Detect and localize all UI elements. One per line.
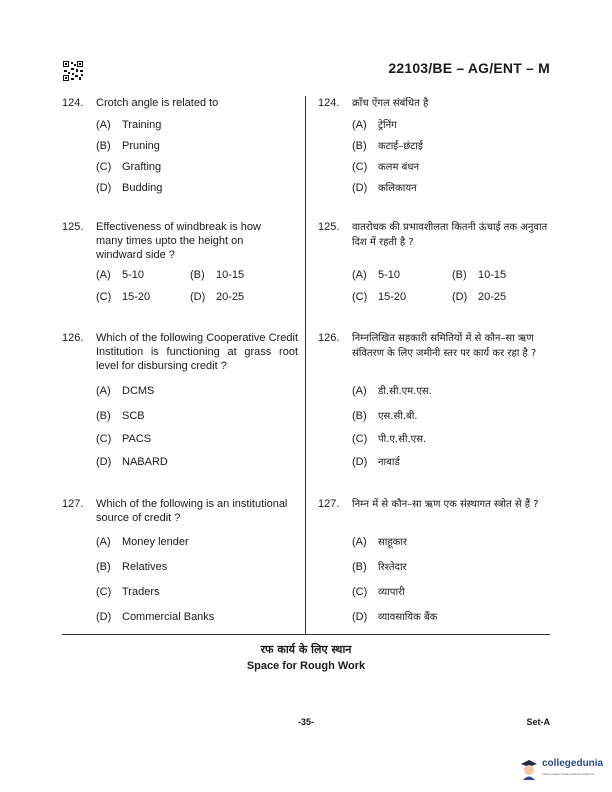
question-124-hi [318,96,554,111]
option-c: (C) PACS [96,433,152,445]
option-a: (A) Training [96,119,162,131]
option-d: (D) नाबार्ड [352,456,400,468]
option-c: (C) पी.ए.सी.एस. [352,433,427,445]
question-number: 126. [318,332,340,344]
option-d: (D) कलिकायन [352,182,417,194]
horizontal-rule [62,634,550,635]
option-d: (D) व्यावसायिक बैंक [352,611,438,623]
question-127-hi [318,497,554,512]
collegedunia-logo [520,756,612,786]
page-number: -35- [297,717,314,727]
option-a: (A) DCMS [96,385,155,397]
question-number: 125. [318,221,340,233]
question-125-en [62,220,298,262]
rough-work-title: Space for Rough Work [246,660,366,672]
option-b: (B) Pruning [96,140,160,152]
question-124-en [62,96,298,110]
question-127-en [62,497,298,525]
option-b: (B) Relatives [96,561,168,573]
question-text: Effectiveness of windbreak is how many times upto the height on windward side ? [96,221,261,261]
qr-code-icon [62,60,84,82]
question-text: निम्न में से कौन–सा ऋण एक संस्थागत स्त्रोत से हैं ? [352,499,539,510]
option-a: (A) ट्रेनिंग [352,119,397,131]
option-d: (D) Commercial Banks [96,611,215,623]
option-d: (D) Budding [96,182,163,194]
option-b: (B) रिश्तेदार [352,561,407,573]
logo-tagline: India's largest Student Review Platform [542,772,595,776]
option-a: (A) Money lender [96,536,189,548]
question-number: 127. [318,498,340,510]
question-text: Which of the following is an institutional source of credit ? [96,498,288,524]
question-125-hi [318,220,554,250]
option-a: (A) 5-10 [96,269,145,281]
question-number: 125. [62,221,84,233]
question-number: 127. [62,498,84,510]
option-d: (D) NABARD [96,456,168,468]
question-number: 126. [62,332,84,344]
option-a: (A) साहूकार [352,536,408,548]
question-number: 124. [318,97,340,109]
option-c: (C) Traders [96,586,160,598]
option-a: (A) 5-10 [352,269,401,281]
option-c: (C) Grafting [96,161,162,173]
option-b: (B) 10-15 [190,269,245,281]
logo-wordmark: collegedunia [542,758,604,769]
question-text: Which of the following Cooperative Credit Institution is functioning at grass root level for disbursing credit ? [96,332,298,372]
question-126-hi [318,331,554,361]
question-126-en [62,331,298,373]
option-b: (B) SCB [96,410,145,422]
paper-code: 22103/BE – AG/ENT – M [388,60,550,76]
option-b: (B) एस.सी.बी. [352,410,418,422]
option-c: (C) 15-20 [352,291,407,303]
rough-work-title-hindi: रफ कार्य के लिए स्थान [260,643,352,656]
option-a: (A) डी.सी.एम.एस. [352,385,432,397]
question-number: 124. [62,97,84,109]
option-d: (D) 20-25 [452,291,507,303]
option-c: (C) कलम बंधन [352,161,420,173]
set-label: Set-A [526,717,550,727]
option-c: (C) 15-20 [96,291,151,303]
column-divider [305,96,306,634]
question-text: निम्नलिखित सहकारी समितियों में से कौन–सा ऋण संवितरण के लिए जमीनी स्तर पर कार्य कर रहा है ? [352,333,537,359]
student-mascot-icon [520,758,538,780]
question-text: क्राँच ऐंगल संबंधित है [352,98,429,109]
option-d: (D) 20-25 [190,291,245,303]
question-text: Crotch angle is related to [96,97,219,109]
option-b: (B) कटाई–छंटाई [352,140,423,152]
option-c: (C) व्यापारी [352,586,405,598]
option-b: (B) 10-15 [452,269,507,281]
question-text: वातरोधक की प्रभावशीलता कितनी ऊंचाई तक अनुवात दिश में रहती है ? [352,222,548,248]
